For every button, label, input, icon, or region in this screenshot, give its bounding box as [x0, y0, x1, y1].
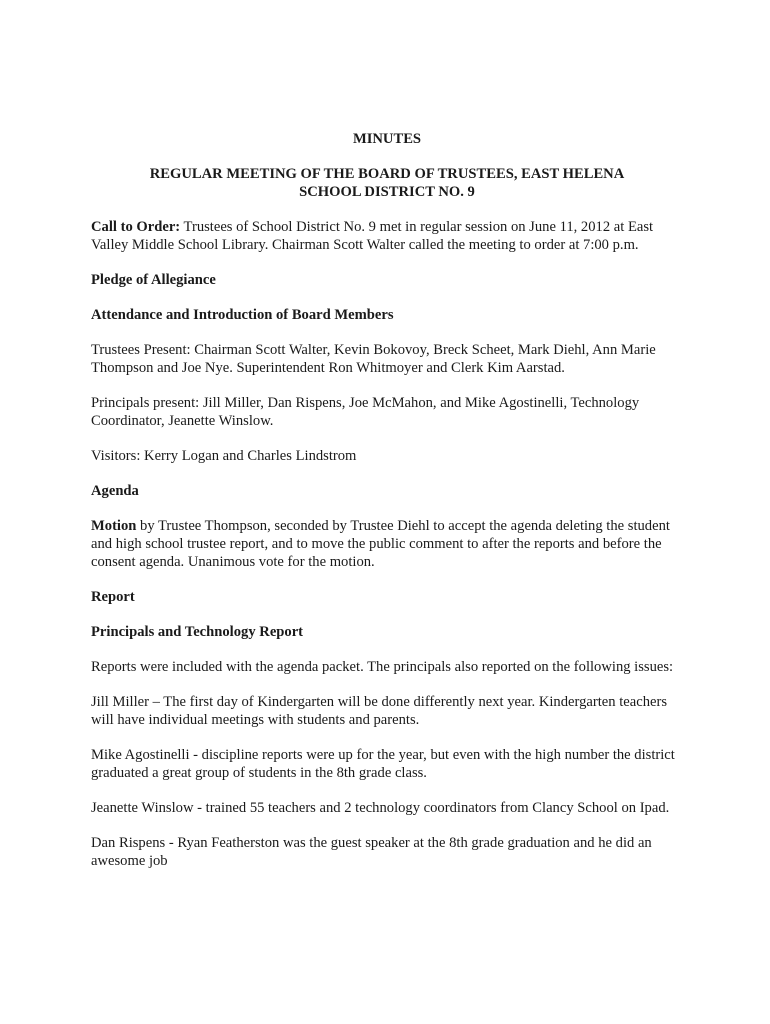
jill-miller-paragraph: Jill Miller – The first day of Kindergarten will be done differently next year. Kindergarten teachers will have individual meetings with students and parents. — [91, 694, 668, 728]
motion-text: by Trustee Thompson, seconded by Trustee Diehl to accept the agenda deleting the student and high school trustee report, and to move the public comment to after the reports and before the consent agenda. Unanimous vote for the motion. — [91, 518, 670, 570]
dan-rispens-paragraph: Dan Rispens - Ryan Featherston was the guest speaker at the 8th grade graduation and he did an awesome job — [91, 835, 652, 869]
call-to-order-paragraph — [91, 218, 683, 254]
document-title: MINUTES — [352, 131, 422, 147]
call-to-order-text: Trustees of School District No. 9 met in regular session on June 11, 2012 at East Valley Middle School Library. Chairman Scott Walter called the meeting to order at 7:00 p.m. — [91, 219, 654, 253]
document-page — [91, 130, 683, 887]
principals-report-heading: Principals and Technology Report — [91, 624, 304, 640]
subtitle-line-2: SCHOOL DISTRICT NO. 9 — [299, 184, 475, 200]
trustees-present-paragraph: Trustees Present: Chairman Scott Walter, Kevin Bokovoy, Breck Scheet, Mark Diehl, Ann Marie Thompson and Joe Nye. Superintendent Ron Whitmoyer and Clerk Kim Aarstad. — [91, 342, 656, 376]
mike-agostinelli-paragraph: Mike Agostinelli - discipline reports were up for the year, but even with the high number the district graduated a great group of students in the 8th grade class. — [91, 747, 675, 781]
attendance-heading: Attendance and Introduction of Board Members — [91, 307, 394, 323]
reports-intro-paragraph: Reports were included with the agenda packet. The principals also reported on the following issues: — [91, 659, 674, 675]
motion-label: Motion — [91, 518, 137, 534]
jeanette-winslow-paragraph: Jeanette Winslow - trained 55 teachers and 2 technology coordinators from Clancy School on Ipad. — [91, 800, 670, 816]
document-subtitle — [91, 165, 683, 201]
visitors-paragraph: Visitors: Kerry Logan and Charles Lindstrom — [91, 448, 357, 464]
motion-paragraph — [91, 517, 683, 571]
pledge-heading: Pledge of Allegiance — [91, 272, 216, 288]
agenda-heading: Agenda — [91, 483, 139, 499]
subtitle-line-1: REGULAR MEETING OF THE BOARD OF TRUSTEES, EAST HELENA — [149, 166, 625, 182]
report-heading: Report — [91, 589, 135, 605]
call-to-order-label: Call to Order: — [91, 219, 181, 235]
principals-present-paragraph: Principals present: Jill Miller, Dan Rispens, Joe McMahon, and Mike Agostinelli, Technology Coordinator, Jeanette Winslow. — [91, 395, 640, 429]
